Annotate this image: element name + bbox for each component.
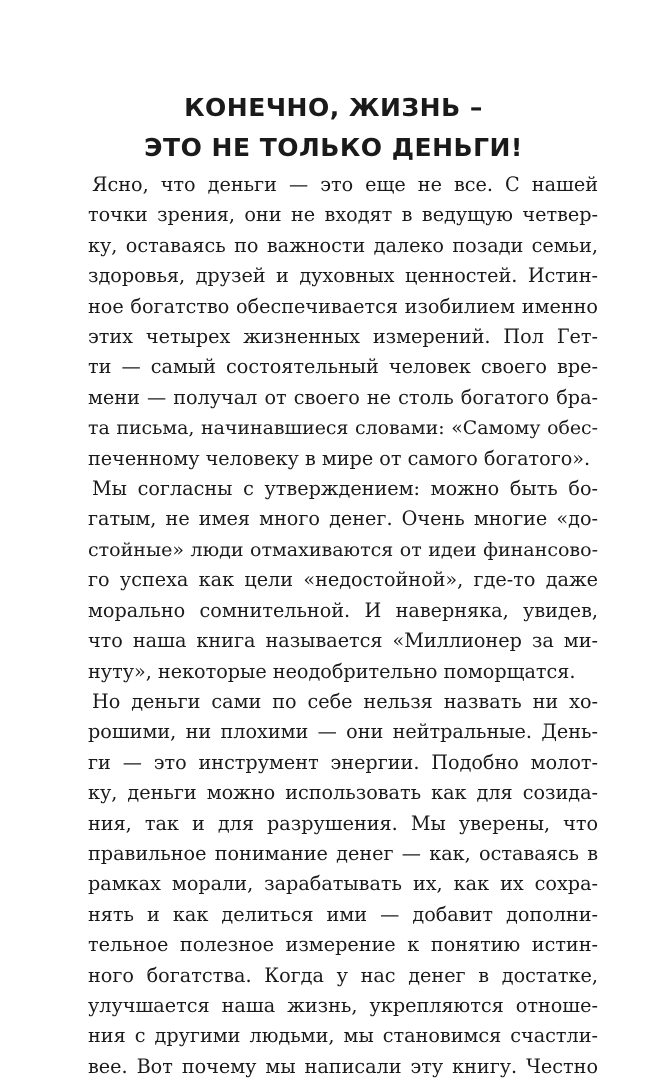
text-line: точки зрения, они не входят в ведущую четвер- (88, 203, 598, 227)
text-line: здоровья, друзей и духовных ценностей. Истин- (88, 264, 598, 288)
body-text (88, 170, 598, 1082)
text-line: улучшается наша жизнь, укрепляются отноше- (88, 993, 598, 1017)
text-line: Мы согласны с утверждением: можно быть бо- (92, 477, 598, 501)
text-line: ти — самый состоятельный человек своего вре- (88, 355, 598, 379)
text-line: ку, деньги можно использовать как для созида- (88, 781, 598, 805)
text-line: морально сомнительной. И наверняка, увидев, (88, 598, 598, 622)
text-line: нуту», некоторые неодобрительно поморщатся. (88, 659, 576, 683)
text-line: вее. Вот почему мы написали эту книгу. Честно (88, 1054, 598, 1078)
text-line: этих четырех жизненных измерений. Пол Гет- (88, 325, 598, 349)
text-line: печенному человеку в мире от самого богатого». (88, 446, 591, 470)
text-line: стойные» люди отмахиваются от идеи финансово- (88, 538, 598, 561)
text-line: ния, так и для разрушения. Мы уверены, что (88, 811, 598, 835)
text-line: Ясно, что деньги — это еще не все. С нашей (92, 173, 598, 196)
text-line: ное богатство обеспечивается изобилием именно (88, 294, 598, 318)
text-line: Но деньги сами по себе нельзя назвать ни хо- (92, 689, 598, 713)
text-line: ного богатства. Когда у нас денег в достатке, (88, 963, 598, 987)
text-line: ния с другими людьми, мы становимся счастли- (88, 1024, 598, 1048)
text-line: нять и как делиться ими — добавит дополни- (88, 902, 598, 926)
text-line: ги — это инструмент энергии. Подобно молот- (88, 750, 598, 774)
text-line: гатым, не имея много денег. Очень многие «до- (88, 507, 598, 531)
text-line: мени — получал от своего не столь богатого бра- (88, 385, 598, 409)
chapter-title-line-2: ЭТО НЕ ТОЛЬКО ДЕНЬГИ! (144, 133, 523, 162)
chapter-title (0, 88, 667, 168)
text-line: та письма, начинавшиеся словами: «Самому обес- (88, 417, 598, 440)
text-line: правильное понимание денег — как, оставаясь в (88, 841, 598, 865)
text-line: рошими, ни плохими — они нейтральные. День- (88, 720, 598, 744)
text-line: тельное полезное измерение к понятию истин- (88, 933, 598, 957)
chapter-title-line-1: КОНЕЧНО, ЖИЗНЬ – (184, 93, 483, 122)
text-line: ку, оставаясь по важности далеко позади семьи, (88, 233, 598, 257)
text-line: что наша книга называется «Миллионер за ми- (88, 629, 598, 653)
text-line: рамках морали, зарабатывать их, как их сохра- (88, 872, 598, 896)
text-line: го успеха как цели «недостойной», где-то даже (88, 568, 598, 592)
